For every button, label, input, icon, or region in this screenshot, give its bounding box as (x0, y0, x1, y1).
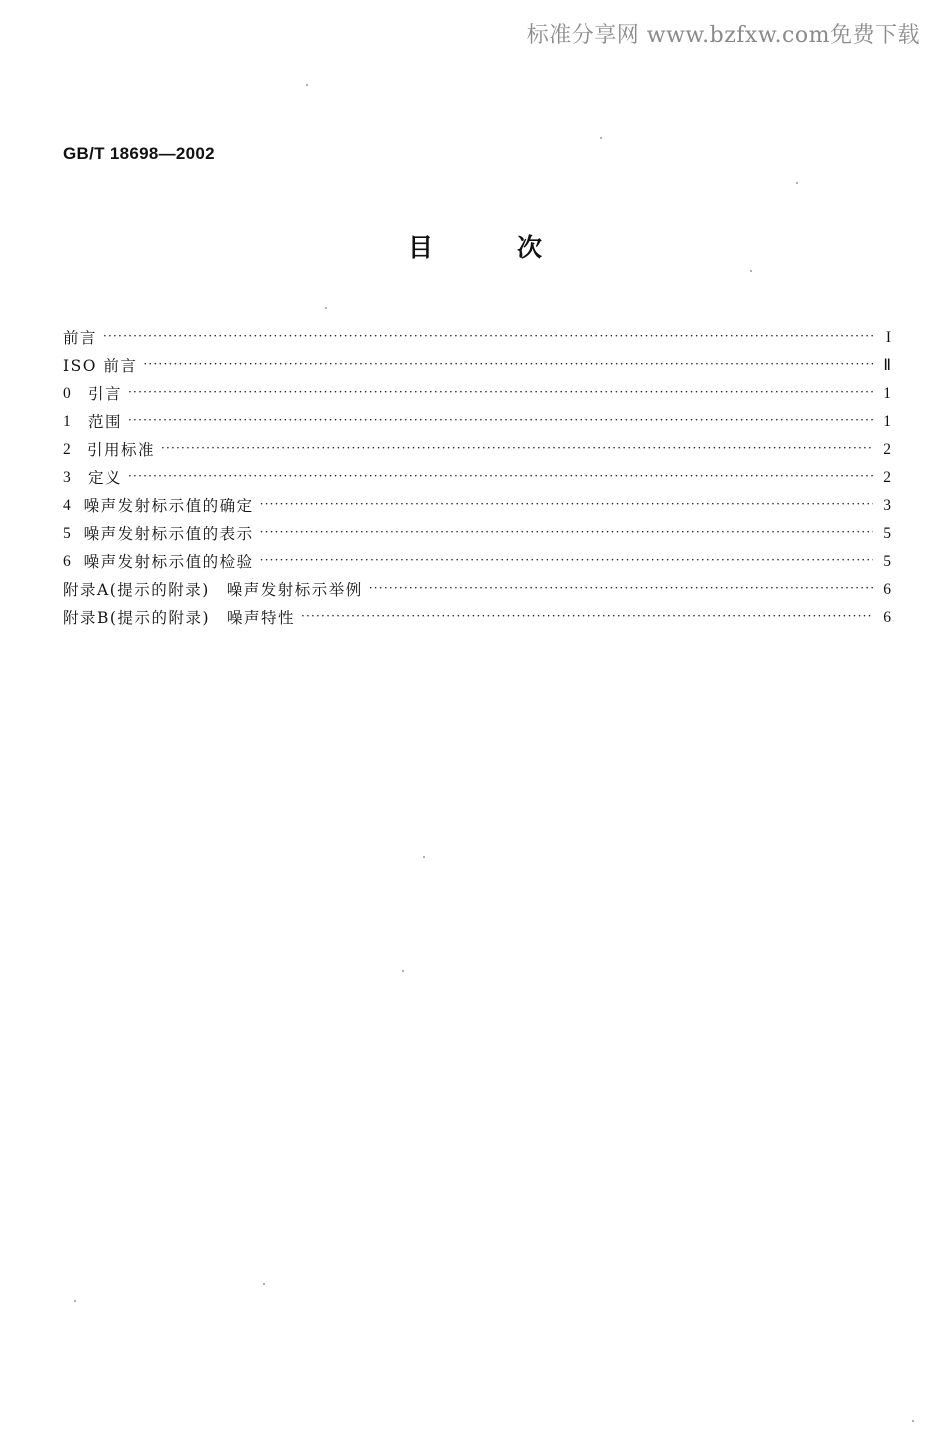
toc-entry[interactable] (63, 348, 891, 376)
toc-leader-dots (128, 410, 873, 432)
toc-entry-label: ISO 前言 (63, 357, 138, 375)
toc-entry-page: Ⅱ (883, 357, 891, 374)
toc-entry-label: 噪声发射标示值的确定 (83, 497, 254, 515)
toc-entry[interactable] (63, 404, 891, 432)
toc-leader-dots (301, 606, 873, 628)
scan-speck (74, 1300, 76, 1302)
scan-speck (402, 970, 404, 972)
toc-entry-page: 2 (883, 441, 891, 458)
toc-entry-label: 前言 (63, 329, 98, 347)
toc-entry-page: 3 (883, 497, 891, 514)
toc-leader-dots (260, 494, 873, 516)
toc-leader-dots (128, 466, 873, 488)
table-of-contents (63, 320, 891, 628)
toc-entry[interactable] (63, 460, 891, 488)
toc-entry-page: 1 (883, 413, 891, 430)
toc-entry-label: 定义 (88, 469, 123, 487)
scan-speck (600, 137, 602, 139)
toc-entry-label: 引用标准 (86, 441, 155, 459)
toc-leader-dots (369, 578, 873, 600)
toc-entry-number: 5 (63, 525, 71, 542)
scan-speck (750, 270, 752, 272)
toc-entry[interactable] (63, 516, 891, 544)
scan-speck (423, 856, 425, 858)
toc-leader-dots (128, 382, 873, 404)
toc-entry-label: 附录B(提示的附录) 噪声特性 (63, 609, 295, 627)
toc-entry[interactable] (63, 488, 891, 516)
toc-entry-page: 6 (883, 581, 891, 598)
toc-entry[interactable] (63, 544, 891, 572)
toc-entry-label: 引言 (88, 385, 123, 403)
toc-entry[interactable] (63, 376, 891, 404)
toc-entry-number: 6 (63, 553, 71, 570)
standard-code: GB/T 18698—2002 (63, 144, 215, 163)
toc-entry-label: 噪声发射标示值的检验 (83, 553, 254, 571)
toc-entry-number: 4 (63, 497, 71, 514)
toc-entry-page: I (885, 329, 891, 346)
toc-entry-number: 1 (63, 413, 71, 430)
watermark-text: 标准分享网 www.bzfxw.com免费下载 (526, 23, 920, 48)
toc-leader-dots (260, 550, 873, 572)
toc-leader-dots (260, 522, 873, 544)
toc-entry-label: 噪声发射标示值的表示 (83, 525, 254, 543)
toc-entry-page: 2 (883, 469, 891, 486)
toc-entry[interactable] (63, 572, 891, 600)
page-title: 目次 (407, 233, 626, 262)
toc-entry-label: 附录A(提示的附录) 噪声发射标示举例 (63, 581, 363, 599)
toc-entry-label: 范围 (88, 413, 123, 431)
scan-speck (912, 1420, 914, 1422)
toc-entry-number: 3 (63, 469, 71, 486)
toc-entry-number: 0 (63, 385, 71, 402)
scan-speck (306, 84, 308, 86)
toc-entry-page: 5 (883, 553, 891, 570)
toc-entry-page: 6 (883, 609, 891, 626)
toc-entry-page: 1 (883, 385, 891, 402)
scan-speck (263, 1283, 265, 1285)
scan-speck (325, 307, 327, 309)
toc-leader-dots (103, 326, 873, 348)
toc-entry[interactable] (63, 600, 891, 628)
toc-leader-dots (161, 438, 873, 460)
toc-entry-page: 5 (883, 525, 891, 542)
scan-speck (796, 182, 798, 184)
toc-entry[interactable] (63, 432, 891, 460)
toc-entry[interactable] (63, 320, 891, 348)
toc-entry-number: 2 (63, 441, 71, 458)
toc-leader-dots (143, 354, 873, 376)
